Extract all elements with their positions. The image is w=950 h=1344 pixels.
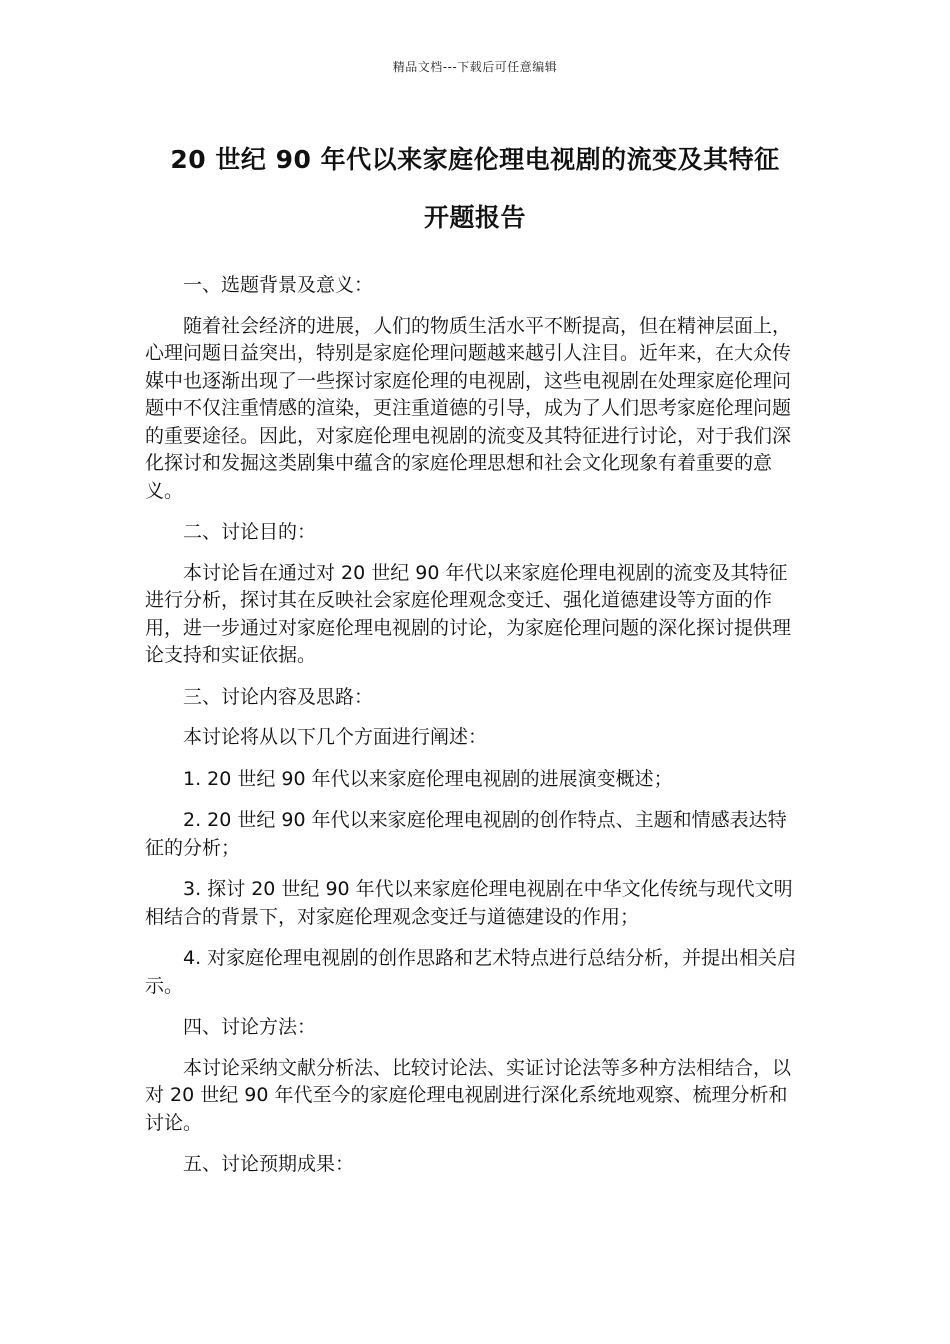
document-title-line1: 20 世纪 90 年代以来家庭伦理电视剧的流变及其特征 xyxy=(170,145,780,174)
paragraph-method: 本讨论采纳文献分析法、比较讨论法、实证讨论法等多种方法相结合，以对 20 世纪 90 年代至今的家庭伦理电视剧进行深化系统地观察、梳理分析和讨论。 xyxy=(145,1056,792,1134)
document-body xyxy=(145,272,805,1192)
section-heading-method: 四、讨论方法： xyxy=(183,1016,317,1038)
document-title-line2: 开题报告 xyxy=(423,203,526,232)
list-item-3: 3. 探讨 20 世纪 90 年代以来家庭伦理电视剧在中华文化传统与现代文明相结合的背景下，对家庭伦理观念变迁与道德建设的作用； xyxy=(145,878,793,928)
list-item-1: 1. 20 世纪 90 年代以来家庭伦理电视剧的进展演变概述； xyxy=(183,767,673,790)
section-heading-outcomes: 五、讨论预期成果： xyxy=(183,1153,355,1175)
section-heading-content: 三、讨论内容及思路： xyxy=(183,685,374,708)
list-item-4: 4. 对家庭伦理电视剧的创作思路和艺术特点进行总结分析，并提出相关启示。 xyxy=(145,947,797,997)
header-note: 精品文档---下载后可任意编辑 xyxy=(392,60,558,74)
list-item-2: 2. 20 世纪 90 年代以来家庭伦理电视剧的创作特点、主题和情感表达特征的分析； xyxy=(145,809,787,859)
section-heading-purpose: 二、讨论目的： xyxy=(183,521,317,543)
paragraph-background: 随着社会经济的进展，人们的物质生活水平不断提高，但在精神层面上，心理问题日益突出，特别是家庭伦理问题越来越引人注目。近年来，在大众传媒中也逐渐出现了一些探讨家庭伦理的电视剧，这些电视剧在处理家庭伦理问题中不仅注重情感的渲染，更注重道德的引导，成为了人们思考家庭伦理问题的重要途径。因此，对家庭伦理电视剧的流变及其特征进行讨论，对于我们深化探讨和发掘这类剧集中蕴含的家庭伦理思想和社会文化现象有着重要的意义。 xyxy=(145,314,792,502)
paragraph-content-intro: 本讨论将从以下几个方面进行阐述： xyxy=(183,726,488,748)
section-heading-background: 一、选题背景及意义： xyxy=(183,274,374,296)
paragraph-purpose: 本讨论旨在通过对 20 世纪 90 年代以来家庭伦理电视剧的流变及其特征进行分析，探讨其在反映社会家庭伦理观念变迁、强化道德建设等方面的作用，进一步通过对家庭伦理电视剧的讨论，为家庭伦理问题的深化探讨提供理论支持和实证依据。 xyxy=(145,561,792,666)
